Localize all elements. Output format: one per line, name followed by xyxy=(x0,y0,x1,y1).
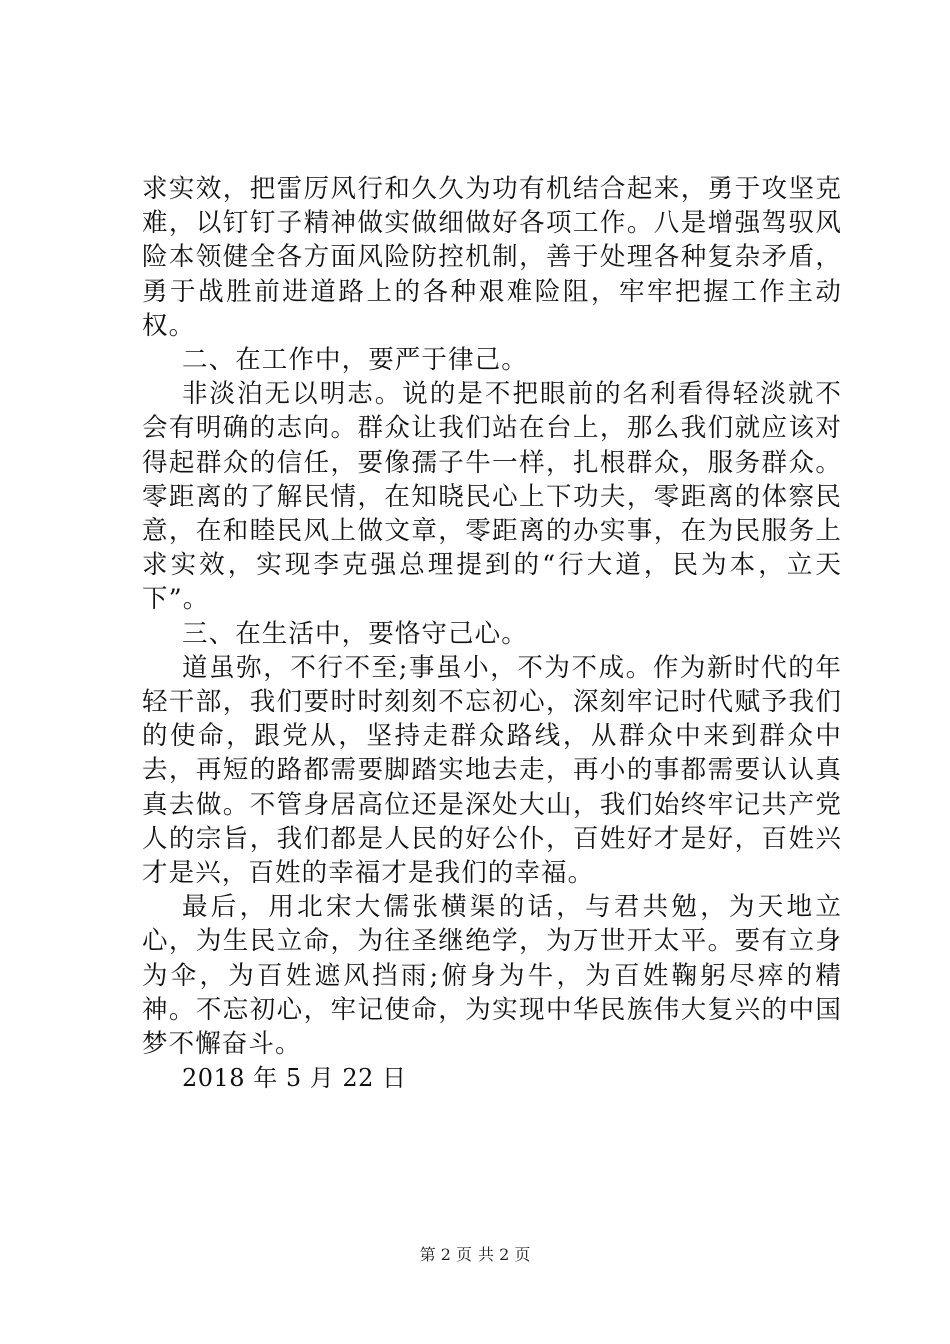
section-heading-work: 二、在工作中，要严于律己。 xyxy=(182,345,528,376)
page-total: 共 2 页 xyxy=(478,1245,531,1264)
paragraph-work: 非淡泊无以明志。说的是不把眼前的名利看得轻淡就不会有明确的志向。群众让我们站在台上，那么我们就应该对得起群众的信任，要像孺子牛一样，扎根群众，服务群众。零距离的了解民情，在知晓民心上下功夫，零距离的体察民意，在和睦民风上做文章，零距离的办实事，在为民服务上求实效，实现李克强总理提到的“行大道，民为本，立天下”。 xyxy=(142,379,842,615)
section-heading-life: 三、在生活中，要恪守己心。 xyxy=(182,618,528,649)
document-body xyxy=(142,172,842,1095)
document-date: 2018 年 5 月 22 日 xyxy=(182,1064,407,1093)
page-number: 第 2 页 xyxy=(419,1245,472,1264)
paragraph-continued: 求实效，把雷厉风行和久久为功有机结合起来，勇于攻坚克难，以钉钉子精神做实做细做好各项工作。八是增强驾驭风险本领健全各方面风险防控机制，善于处理各种复杂矛盾，勇于战胜前进道路上的各种艰难险阻，牢牢把握工作主动权。 xyxy=(142,174,842,341)
paragraph-life: 道虽弥，不行不至;事虽小，不为不成。作为新时代的年轻干部，我们要时时刻刻不忘初心，深刻牢记时代赋予我们的使命，跟党从，坚持走群众路线，从群众中来到群众中去，再短的路都需要脚踏实地去走，再小的事都需要认认真真去做。不管身居高位还是深处大山，我们始终牢记共产党人的宗旨，我们都是人民的好公仆，百姓好才是好，百姓兴才是兴，百姓的幸福才是我们的幸福。 xyxy=(142,652,842,889)
page-footer xyxy=(0,1242,950,1265)
paragraph-closing: 最后，用北宋大儒张横渠的话，与君共勉，为天地立心，为生民立命，为往圣继绝学，为万世开太平。要有立身为伞，为百姓遮风挡雨;俯身为牛，为百姓鞠躬尽瘁的精神。不忘初心，牢记使命，为实现中华民族伟大复兴的中国梦不懈奋斗。 xyxy=(142,892,842,1060)
